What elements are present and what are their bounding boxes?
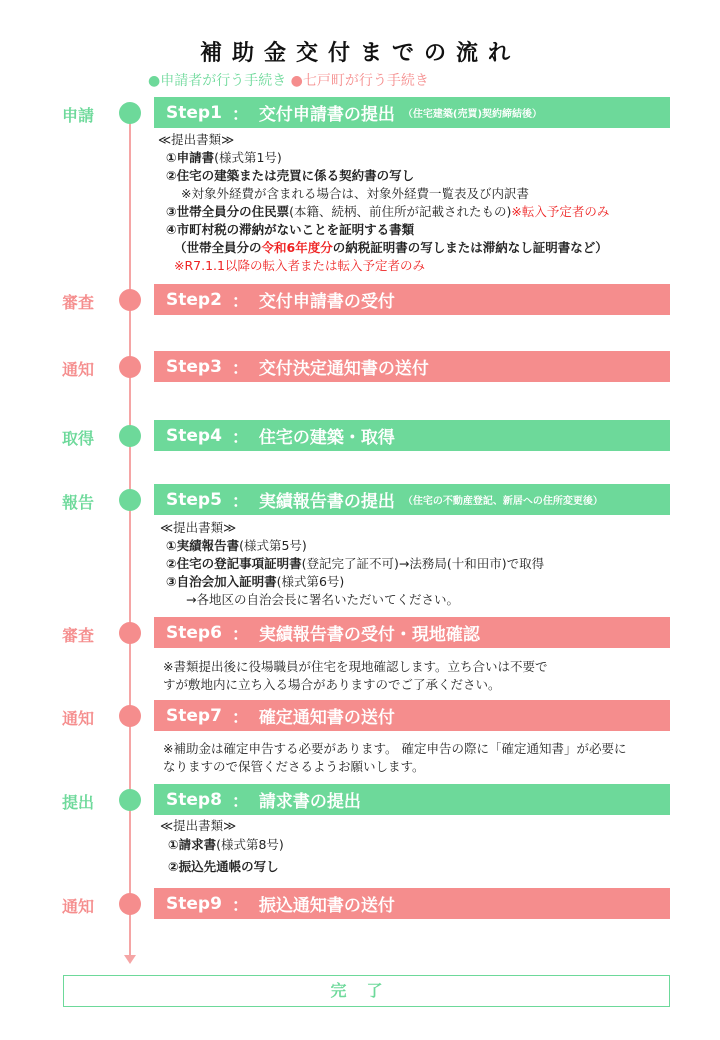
step7-name: 確定通知書の送付 [258, 708, 395, 728]
step9-label: 通知 [62, 897, 95, 916]
step6-step: Step6 [166, 622, 222, 643]
legend-pink-dot-icon: ● [290, 73, 303, 89]
step1-dot-icon [119, 102, 141, 124]
step5-bar [154, 484, 670, 515]
step1-doc3: ③世帯全員分の住民票(本籍、続柄、前住所が記載されたもの)※転入予定者のみ [166, 204, 610, 219]
step8-doc1: ①請求書(様式第8号) [168, 837, 284, 852]
step4-label: 取得 [62, 429, 95, 448]
legend-applicant: 申請者が行う手続き [160, 73, 287, 89]
step5-step: Step5 [166, 489, 222, 510]
step5-dot-icon [119, 489, 141, 511]
legend-green-dot-icon: ● [148, 73, 161, 89]
step1-doc4: ④市町村税の滞納がないことを証明する書類 [166, 222, 415, 237]
step8-doc2: ②振込先通帳の写し [168, 859, 279, 874]
step7-bar [154, 700, 670, 731]
complete-box: 完了 [63, 975, 670, 1007]
step9-bar [154, 888, 670, 919]
step5-colon: ： [231, 492, 249, 512]
step4-dot-icon [119, 425, 141, 447]
legend-town: 七戸町が行う手続き [302, 73, 429, 89]
step9-name: 振込通知書の送付 [258, 896, 395, 916]
timeline-line [129, 112, 131, 960]
step4-step: Step4 [166, 425, 222, 446]
step2-name: 交付申請書の受付 [258, 292, 395, 312]
step5-label: 報告 [62, 493, 95, 512]
step6-dot-icon [119, 622, 141, 644]
step1-step: Step1 [166, 102, 222, 123]
page-title: 補助金交付までの流れ [199, 41, 520, 66]
step1-doc4-sub: （世帯全員分の令和6年度分の納税証明書の写しまたは滞納なし証明書など） [174, 240, 608, 255]
step1-doc1: ①申請書(様式第1号) [166, 150, 282, 165]
step8-docs-header: ≪提出書類≫ [160, 818, 237, 833]
step5-docs-header: ≪提出書類≫ [160, 520, 237, 535]
step4-bar [154, 420, 670, 451]
step4-colon: ： [231, 428, 249, 448]
step6-label: 審査 [62, 626, 95, 645]
step5-doc2: ②住宅の登記事項証明書(登記完了証不可)→法務局(十和田市)で取得 [166, 556, 545, 571]
step7-dot-icon [119, 705, 141, 727]
step5-doc3: ③自治会加入証明書(様式第6号) [166, 574, 345, 589]
step2-colon: ： [231, 292, 249, 312]
step3-dot-icon [119, 356, 141, 378]
step3-step: Step3 [166, 356, 222, 377]
step3-name: 交付決定通知書の送付 [258, 359, 429, 379]
step6-bar [154, 617, 670, 648]
step1-doc2: ②住宅の建築または売買に係る契約書の写し [166, 168, 415, 183]
step1-doc2-note: ※対象外経費が含まれる場合は、対象外経費一覧表及び内訳書 [181, 186, 529, 201]
step9-dot-icon [119, 893, 141, 915]
step1-bar [154, 97, 670, 128]
step2-dot-icon [119, 289, 141, 311]
step7-note-line1: ※補助金は確定申告する必要があります。 確定申告の際に「確定通知書」が必要に [163, 741, 627, 756]
step5-doc1: ①実績報告書(様式第5号) [166, 538, 307, 553]
step9-step: Step9 [166, 893, 222, 914]
step7-label: 通知 [62, 709, 95, 728]
step5-doc3-note: →各地区の自治会長に署名いただいてください。 [186, 592, 459, 607]
step2-label: 審査 [62, 293, 95, 312]
step1-note: （住宅建築(売買)契約締結後） [402, 109, 543, 120]
step8-name: 請求書の提出 [258, 792, 361, 812]
step1-doc4-red-note: ※R7.1.1以降の転入者または転入予定者のみ [174, 258, 425, 273]
step6-note-line1: ※書類提出後に役場職員が住宅を現地確認します。立ち合いは不要で [163, 659, 548, 674]
step7-step: Step7 [166, 705, 222, 726]
step1-colon: ： [231, 105, 249, 125]
step8-step: Step8 [166, 789, 222, 810]
step8-colon: ： [231, 792, 249, 812]
step8-dot-icon [119, 789, 141, 811]
step9-colon: ： [231, 896, 249, 916]
timeline-arrow-icon [124, 955, 136, 964]
step2-bar [154, 284, 670, 315]
step8-bar [154, 784, 670, 815]
step6-note-line2: すが敷地内に立ち入る場合がありますのでご了承ください。 [163, 677, 501, 692]
step3-label: 通知 [62, 360, 95, 379]
step8-label: 提出 [62, 793, 95, 812]
step6-colon: ： [231, 625, 249, 645]
step1-label: 申請 [62, 106, 95, 125]
legend [148, 70, 429, 90]
step7-colon: ： [231, 708, 249, 728]
step3-colon: ： [231, 359, 249, 379]
step2-step: Step2 [166, 289, 222, 310]
step3-bar [154, 351, 670, 382]
step5-note: （住宅の不動産登記、新居への住所変更後） [402, 496, 603, 507]
step4-name: 住宅の建築・取得 [258, 428, 395, 448]
step5-name: 実績報告書の提出 [258, 492, 395, 512]
step1-docs-header: ≪提出書類≫ [158, 132, 235, 147]
step7-note-line2: なりますので保管くださるようお願いします。 [163, 759, 425, 774]
step6-name: 実績報告書の受付・現地確認 [258, 625, 480, 645]
step1-name: 交付申請書の提出 [258, 105, 395, 125]
